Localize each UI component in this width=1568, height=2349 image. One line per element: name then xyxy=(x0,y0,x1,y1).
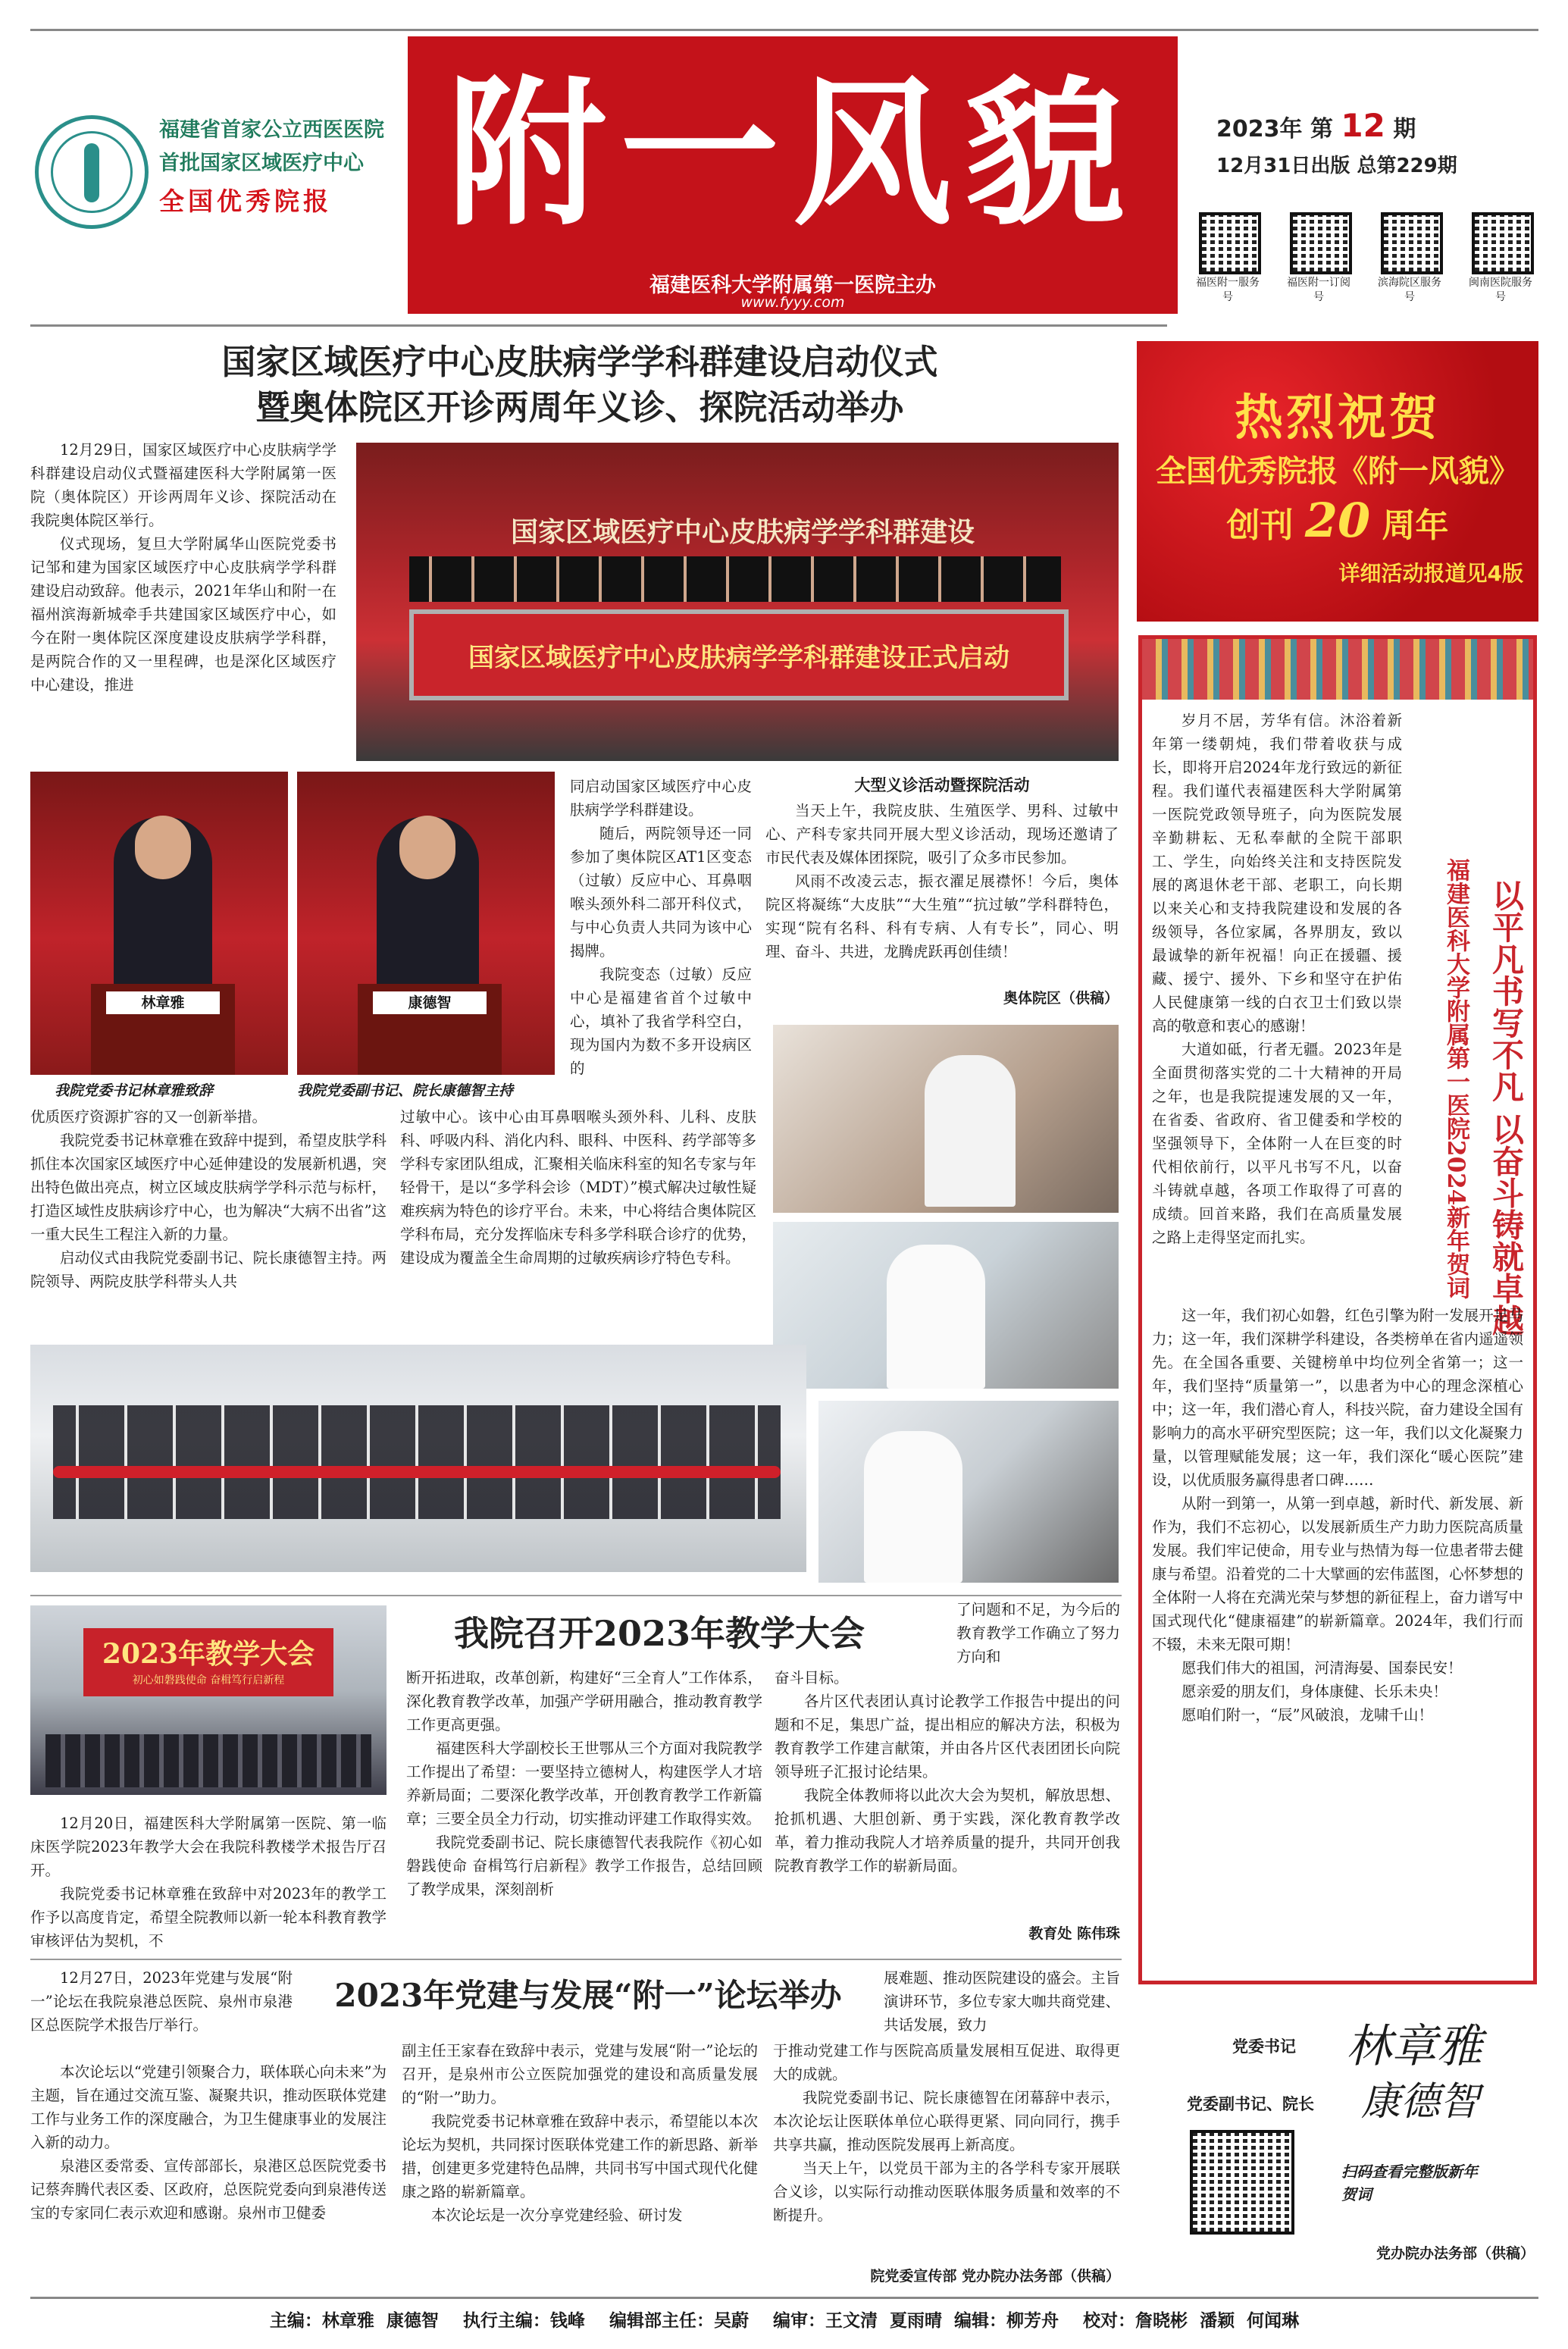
sub-article-body xyxy=(765,799,1119,963)
article3-col3-para1: 于推动党建工作与医院高质量发展相互促进、取得更大的成就。 xyxy=(773,2042,1120,2083)
article3-col1-para1: 12月27日，2023年党建与发展“附一”论坛在我院泉港总医院、泉州市泉港区总医院学术报告厅举行。 xyxy=(30,1969,293,2034)
issue-date: 12月31日出版 xyxy=(1216,155,1350,177)
doctor-figure-2 xyxy=(887,1245,985,1389)
editorial-footer: 主编：林章雅 康德智 执行主编：钱峰 编辑部主任：吴蔚 编审：王文清 夏雨晴 编辑：柳芳舟 校对：詹晓彬 潘颖 何闻琳 xyxy=(269,2311,1300,2331)
article3-col3-para2: 我院党委副书记、院长康德智在闭幕辞中表示，本次论坛让医联体单位心联得更紧、同向同行，携手共享共赢，推动医院发展再上新高度。 xyxy=(773,2089,1120,2153)
issue-label-post: 期 xyxy=(1393,116,1416,143)
congrats-line3: 详细活动报道见4版 xyxy=(1338,561,1523,586)
greeting-para5: 愿我们伟大的祖国，河清海晏、国泰民安！ xyxy=(1181,1659,1463,1677)
masthead-rule xyxy=(30,324,1167,327)
article2-top-right-para: 了问题和不足，为今后的教育教学工作确立了努力方向和 xyxy=(956,1601,1120,1665)
greeting-credit: 党办院办法务部（供稿） xyxy=(1376,2245,1535,2262)
article2-col2-para3: 我院党委副书记、院长康德智代表我院作《初心如磐践使命 奋楫笃行启新程》教学工作报告，总结回顾了教学成果，深刻剖析 xyxy=(406,1834,762,1898)
article3-col3 xyxy=(773,2039,1120,2227)
article2-title: 我院召开2023年教学大会 xyxy=(453,1613,865,1654)
qr-label-3: 滨海院区服务号 xyxy=(1378,277,1441,303)
greeting-para6: 愿亲爱的朋友们，身体康健、长乐未央！ xyxy=(1181,1683,1448,1700)
hospital-logo xyxy=(35,115,149,229)
article1-col1-para2: 仪式现场，复旦大学附属华山医院党委书记邹和建为国家区域医疗中心皮肤病学学科群建设启动致辞。他表示，2021年华山和附一在福州滨海新城牵手共建国家区域医疗中心，如今在附一奥体院区深度建设皮肤病学学科群，是两院合作的又一里程碑，也是深化区域医疗中心建设，推进 xyxy=(30,535,336,694)
congrats-line2-post: 周年 xyxy=(1382,506,1449,545)
article3-top-rule xyxy=(30,1959,1122,1960)
article3-col2-para1: 副主任王家春在致辞中表示，党建与发展“附一”论坛的召开，是泉州市公立医院加强党的建设和高质量发展的“附一”助力。 xyxy=(402,2042,758,2106)
issue-date-line xyxy=(1216,149,1550,183)
greeting-qr-text: 扫码查看完整版新年贺词 xyxy=(1341,2163,1478,2203)
meeting-audience xyxy=(45,1734,371,1787)
doctor-figure-3 xyxy=(864,1431,962,1583)
greeting-side-title: 以平凡书写不凡 以奋斗铸就卓越 xyxy=(1488,879,1525,1336)
qr-code-4[interactable] xyxy=(1472,212,1534,274)
qr-code-3[interactable] xyxy=(1381,212,1443,274)
article1-col1 xyxy=(30,438,336,697)
article3-col1 xyxy=(30,2060,387,2225)
article1-mid-para2: 随后，两院领导还一同参加了奥体院区AT1区变态（过敏）反应中心、耳鼻咽喉头颈外科二部开科仪式，与中心负责人共同为该中心揭牌。 xyxy=(570,825,752,960)
masthead-banner xyxy=(408,36,1178,314)
greeting-qr-code[interactable] xyxy=(1190,2130,1294,2235)
article2-top-rule xyxy=(30,1595,1122,1596)
qr-label-2: 福医附一订阅号 xyxy=(1287,277,1350,303)
ceremony-stage-photo xyxy=(356,443,1119,761)
consultation-photo-1 xyxy=(773,1025,1119,1213)
issue-number: 12 xyxy=(1341,107,1385,144)
article1-title-line2: 暨奥体院区开诊两周年义诊、探院活动举办 xyxy=(255,387,904,428)
meeting-screen-title: 2023年教学大会 xyxy=(102,1638,315,1670)
sign1-signature: 林章雅 xyxy=(1346,2020,1482,2073)
teaching-meeting-photo xyxy=(30,1605,387,1795)
greeting-top-decoration xyxy=(1142,639,1533,700)
congrats-line2-pre: 创刊 xyxy=(1226,506,1294,545)
sub-article-para2: 风雨不改凌云志，振衣濯足展襟怀！今后，奥体院区将凝练“大皮肤”“大生殖”“抗过敏”学科群特色，实现“院有名科、科有专病、人有专长”，同心、明理、奋斗、共进，龙腾虎跃再创佳绩！ xyxy=(765,872,1119,960)
org-line-2: 首批国家区域医疗中心 xyxy=(159,152,364,175)
article3-col3-top xyxy=(884,1966,1120,2037)
qr-label-4: 闽南医院服务号 xyxy=(1469,277,1532,303)
article3-col1-top xyxy=(30,1966,293,2037)
article2-col3-para1: 奋斗目标。 xyxy=(775,1669,849,1687)
article1-lower-para3: 启动仪式由我院党委副书记、院长康德智主持。两院领导、两院皮肤学科带头人共 xyxy=(30,1249,387,1290)
org-line-3: 全国优秀院报 xyxy=(159,186,332,216)
article1-mid-para1: 同启动国家区域医疗中心皮肤病学学科群建设。 xyxy=(570,778,752,819)
congrats-banner xyxy=(1137,341,1538,622)
article2-credit: 教育处 陈伟珠 xyxy=(1028,1925,1120,1942)
article3-title: 2023年党建与发展“附一”论坛举办 xyxy=(334,1977,842,2014)
meeting-screen-subtitle: 初心如磐践使命 奋楫笃行启新程 xyxy=(132,1674,285,1687)
red-ribbon xyxy=(53,1466,781,1478)
greeting-para4: 从附一到第一，从第一到卓越，新时代、新发展、新作为，我们不忘初心，以发展新质生产力助力医院高质量发展。我们牢记使命，用专业与热情为每一位患者带去健康与希望。沿着党的二十大擘画的宏伟蓝图，心怀梦想的全体附一人将在充满光荣与梦想的新征程上，奋力谱写中国式现代化“健康福建”的崭新篇章。2024年，我们行而不辍，未来无限可期！ xyxy=(1152,1495,1523,1653)
sub-article-credit: 奥体院区（供稿） xyxy=(1003,990,1119,1007)
top-rule xyxy=(30,29,1538,31)
article2-col2-para2: 福建医科大学副校长王世鄂从三个方面对我院教学工作提出了希望：一要坚持立德树人，构建医学人才培养新局面；二要深化教学改革，开创教育教学工作新篇章；三要全员全力行动，切实推动评建工作取得实效。 xyxy=(406,1740,762,1828)
caduceus-icon xyxy=(84,143,99,202)
stage-banner-text-bottom: 国家区域医疗中心皮肤病学学科群建设正式启动 xyxy=(468,643,1009,673)
issue-year: 2023年 xyxy=(1216,116,1303,143)
greeting-para7: 愿咱们附一，“辰”风破浪，龙啸千山！ xyxy=(1181,1706,1433,1724)
caption-left: 我院党委书记林章雅致辞 xyxy=(55,1082,214,1099)
meeting-screen xyxy=(83,1628,333,1696)
article2-col2-para1: 断开拓进取，改革创新，构建好“三全育人”工作体系，深化教育教学改革，加强产学研用融合，推动教育教学工作更高更强。 xyxy=(406,1669,762,1734)
masthead-title: 附一风貌 xyxy=(446,60,1138,247)
article2-col3 xyxy=(775,1666,1120,1878)
stage-podium xyxy=(409,609,1069,700)
stage-people-row xyxy=(409,556,1061,602)
article2-col3-para3: 我院全体教师将以此次大会为契机，解放思想、抢抓机遇、大胆创新、勇于实践，深化教育教学改革，着力推动我院人才培养质量的提升，共同开创我院教育教学工作的崭新局面。 xyxy=(775,1787,1120,1875)
footer-rule xyxy=(30,2297,1538,2299)
congrats-title: 热烈祝贺 xyxy=(1235,390,1441,446)
ribbon-cutting-photo xyxy=(30,1345,806,1572)
podium-left-nameplate: 林章雅 xyxy=(106,991,220,1014)
sign1-label: 党委书记 xyxy=(1232,2037,1296,2056)
article1-title-line1: 国家区域医疗中心皮肤病学学科群建设启动仪式 xyxy=(221,342,938,382)
article2-col1-para2: 我院党委书记林章雅在致辞中对2023年的教学工作予以高度肯定，希望全院教师以新一轮本科教育教学审核评估为契机，不 xyxy=(30,1885,387,1950)
congrats-years: 20 xyxy=(1304,493,1371,548)
article3-col3-para3: 当天上午，以党员干部为主的各学科专家开展联合义诊，以实际行动推动医联体服务质量和效率的不断提升。 xyxy=(773,2160,1120,2224)
sign2-signature: 康德智 xyxy=(1361,2079,1480,2125)
speaker-right-photo xyxy=(297,772,555,1075)
speaker-left-face xyxy=(135,816,191,879)
article1-mid-para3: 我院变态（过敏）反应中心是福建省首个过敏中心，填补了我省学科空白，现为国内为数不多开设病区的 xyxy=(570,966,752,1077)
people-row xyxy=(53,1405,781,1519)
masthead-sponsor: 福建医科大学附属第一医院主办 xyxy=(649,274,936,297)
greeting-para2: 大道如砥，行者无疆。2023年是全面贯彻落实党的二十大精神的开局之年，也是我院提速发展的又一年，在省委、省政府、省卫健委和学校的坚强领导下，全体附一人在巨变的时代相依前行，以平凡书写不凡，以奋斗铸就卓越，各项工作取得了可喜的成绩。回首来路，我们在高质量发展之路上走得坚定而扎实。 xyxy=(1152,1041,1402,1246)
article1-mid-cont-para: 过敏中心。该中心由耳鼻咽喉头颈外科、儿科、皮肤科、呼吸内科、消化内科、眼科、中医科、药学部等多学科专家团队组成，汇聚相关临床科室的知名专家与年轻骨干，是以“多学科会诊（MDT）”模式解决过敏性疑难疾病为特色的诊疗平台。未来，中心将结合奥体院区学科布局，充分发挥临床专科多学科联合诊疗的优势，建设成为覆盖全生命周期的过敏疾病诊疗特色专科。 xyxy=(400,1108,756,1267)
article1-lower-para2: 我院党委书记林章雅在致辞中提到，希望皮肤学科抓住本次国家区域医疗中心延伸建设的发展新机遇，突出特色做出亮点，树立区域皮肤病学学科示范与标杆，打造区域性皮肤病诊疗中心，也为解决“大病不出省”这一重大民生工程注入新的力量。 xyxy=(30,1132,387,1243)
article2-col2 xyxy=(406,1666,762,1901)
article3-col2-para3: 本次论坛是一次分享党建经验、研讨发 xyxy=(431,2206,683,2224)
greeting-para1: 岁月不居，芳华有信。沐浴着新年第一缕朝炖，我们带着收获与成长，即将开启2024年龙行致远的新征程。我们谨代表福建医科大学附属第一医院党政领导班子，向为医院发展辛勤耕耘、无私奉献的全院干部职工、学生，向始终关注和支持医院发展的离退休老干部、老职工，向长期以来关心和支持我院建设和发展的各级领导，各位家属，各界朋友，致以最诚挚的新年祝福！向正在援疆、援藏、援宁、援外、下乡和坚守在护佑人民健康第一线的白衣卫士们致以崇高的敬意和衷心的感谢！ xyxy=(1152,712,1402,1035)
article3-col2 xyxy=(402,2039,758,2227)
article3-col3-top-para: 展难题、推动医院建设的盛会。主旨演讲环节，多位专家大咖共商党建、共话发展，致力 xyxy=(884,1969,1121,2034)
org-line-1: 福建省首家公立西医医院 xyxy=(159,118,384,142)
greeting-para3: 这一年，我们初心如磐，红色引擎为附一发展开足马力；这一年，我们深耕学科建设，各类榜单在省内遥遥领先。在全国各重要、关键榜单中均位列全省第一；这一年，我们坚持“质量第一”，以患者为中心的理念深植心中；这一年，我们潜心育人，科技兴院，奋力建设全国有影响力的高水平研究型医院；这一年，我们以文化凝聚力量，以管理赋能发展；这一年，我们深化“暖心医院”建设，以优质服务赢得患者口碑…… xyxy=(1152,1307,1523,1489)
sign2-label: 党委副书记、院长 xyxy=(1187,2095,1314,2113)
qr-code-2[interactable] xyxy=(1290,212,1352,274)
article1-col1-para1: 12月29日，国家区域医疗中心皮肤病学学科群建设启动仪式暨福建医科大学附属第一医院（奥体院区）开诊两周年义诊、探院活动在我院奥体院区举行。 xyxy=(30,441,336,529)
sub-heading-clinic: 大型义诊活动暨探院活动 xyxy=(854,776,1030,794)
article3-col1-para3: 泉港区委常委、宣传部部长，泉港区总医院党委书记蔡奔腾代表区委、区政府，总医院党委向到泉港传送宝的专家同仁表示欢迎和感谢。泉州市卫健委 xyxy=(30,2157,387,2222)
qr-code-1[interactable] xyxy=(1199,212,1261,274)
article3-credit: 院党委宣传部 党办院办法务部（供稿） xyxy=(870,2268,1120,2285)
caption-right: 我院党委副书记、院长康德智主持 xyxy=(297,1082,514,1099)
article2-col1 xyxy=(30,1812,387,1953)
article2-col1-para1: 12月20日，福建医科大学附属第一医院、第一临床医学院2023年教学大会在我院科教楼学术报告厅召开。 xyxy=(30,1815,387,1879)
qr-label-1: 福医附一服务号 xyxy=(1196,277,1260,303)
article1-lower-col xyxy=(30,1105,387,1293)
article1-mid-col xyxy=(570,775,752,1080)
speaker-right-face xyxy=(399,816,455,879)
total-issue: 总第229期 xyxy=(1357,155,1457,177)
article2-top-right xyxy=(956,1598,1120,1668)
congrats-line2 xyxy=(1137,493,1538,548)
article3-col2-para2: 我院党委书记林章雅在致辞中表示，希望能以本次论坛为契机，共同探讨医联体党建工作的新思路、新举措，创建更多党建特色品牌，共同书写中国式现代化健康之路的崭新篇章。 xyxy=(402,2113,758,2200)
sub-article-para1: 当天上午，我院皮肤、生殖医学、男科、过敏中心、产科专家共同开展大型义诊活动，现场还邀请了市民代表及媒体团探院，吸引了众多市民参加。 xyxy=(765,802,1119,866)
podium-right-nameplate: 康德智 xyxy=(373,991,487,1014)
issue-label-pre: 第 xyxy=(1310,116,1333,143)
speaker-left-photo xyxy=(30,772,288,1075)
masthead-website: www.fyyy.com xyxy=(740,294,845,311)
consultation-photo-3 xyxy=(818,1401,1119,1583)
org-lines xyxy=(159,114,384,223)
greeting-body-top xyxy=(1152,709,1402,1249)
greeting-body-bottom xyxy=(1152,1304,1523,1727)
congrats-line1: 全国优秀院报《附一风貌》 xyxy=(1156,453,1519,489)
doctor-figure-1 xyxy=(925,1055,1016,1207)
stage-banner-text-top: 国家区域医疗中心皮肤病学学科群建设 xyxy=(510,517,975,548)
issue-info xyxy=(1216,106,1550,183)
issue-line xyxy=(1216,106,1550,149)
article3-col1-para2: 本次论坛以“党建引领聚合力，联体联心向未来”为主题，旨在通过交流互鉴、凝聚共识，推动医联体党建工作与业务工作的深度融合，为卫生健康事业的发展注入新的动力。 xyxy=(30,2063,387,2151)
article1-lower-para1: 优质医疗资源扩容的又一创新举措。 xyxy=(30,1108,268,1126)
greeting-side-subtitle: 福建医科大学附属第一医院2024新年贺词 xyxy=(1442,858,1469,1300)
article2-col3-para2: 各片区代表团认真讨论教学工作报告中提出的问题和不足，集思广益，提出相应的解决方法，积极为教育教学工作建言献策，并由各片区代表团团长向院领导班子汇报讨论结果。 xyxy=(775,1693,1120,1781)
consultation-photo-2 xyxy=(773,1222,1119,1389)
article1-mid-continued xyxy=(400,1105,756,1270)
